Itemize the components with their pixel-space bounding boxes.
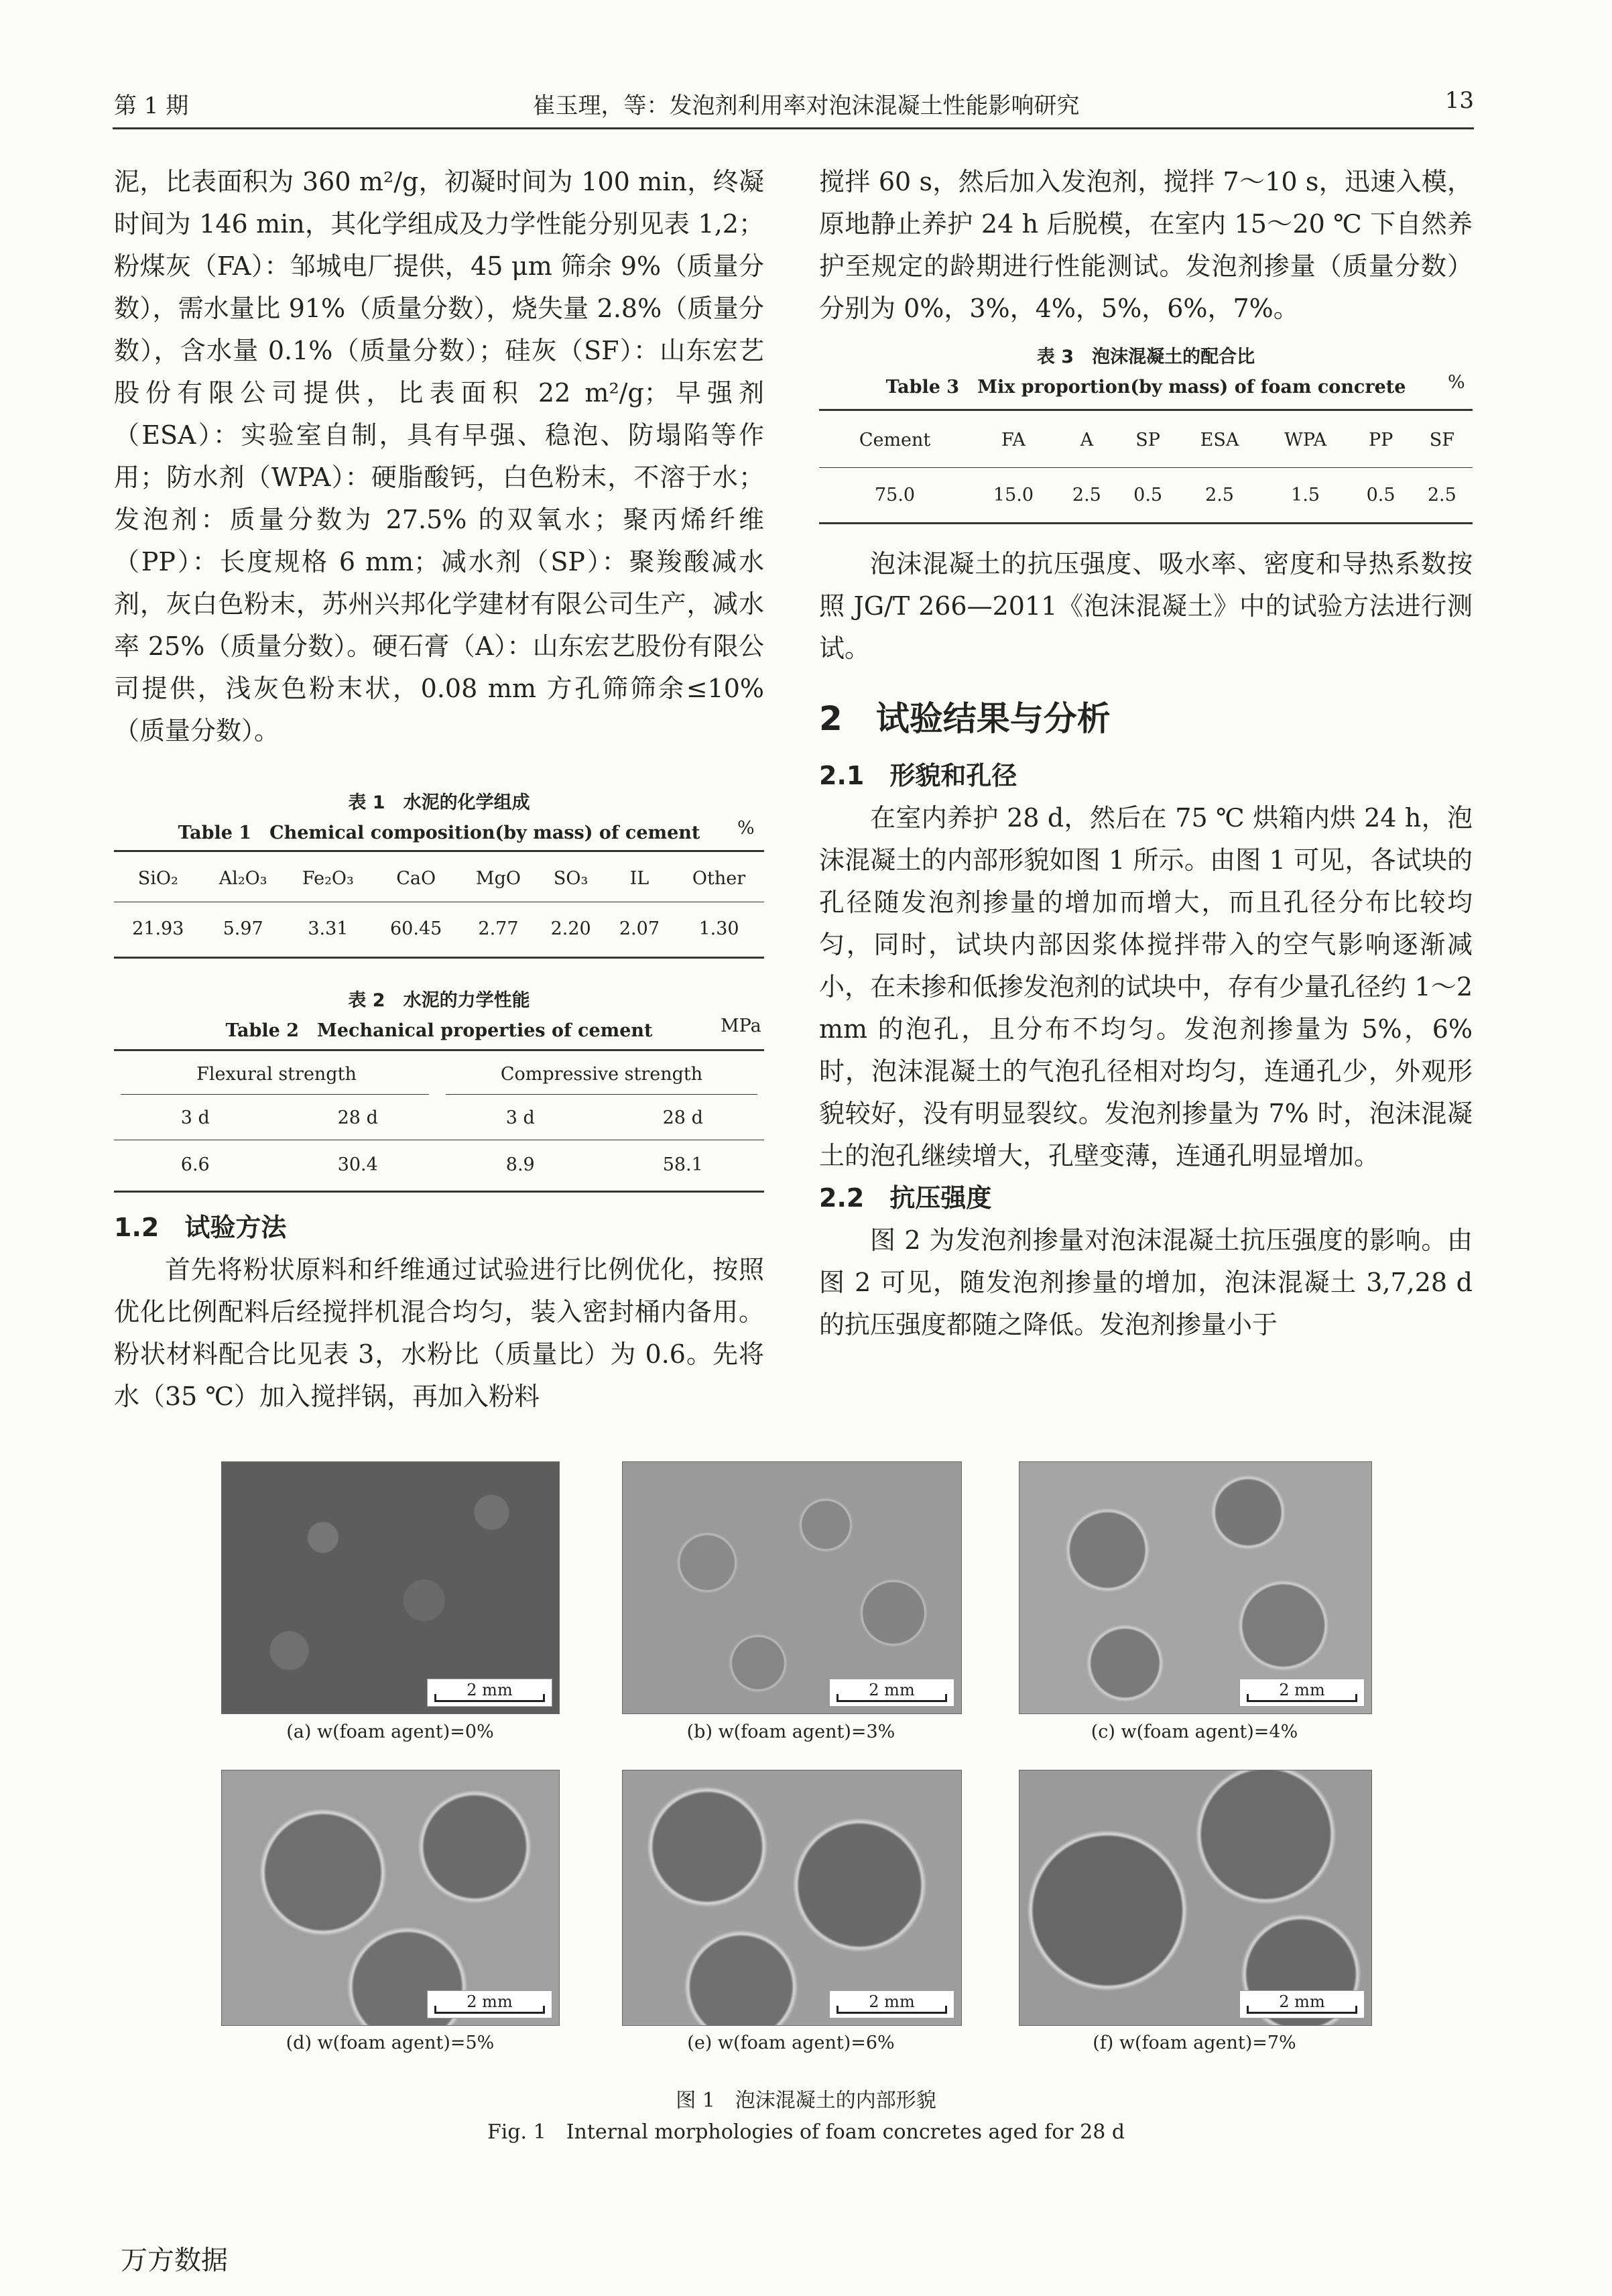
figure1-panel-c-caption: (c) w(foam agent)=4%: [1091, 1721, 1298, 1742]
scale-bar: [829, 1990, 954, 2018]
figure1-panel-c: [1019, 1461, 1372, 1714]
table3-caption-cn: 表 3 泡沫混凝土的配合比: [1036, 347, 1255, 367]
table3-header: SP: [1135, 429, 1160, 450]
table1-header: Fe₂O₃: [302, 867, 354, 889]
table2-cell: 58.1: [662, 1154, 703, 1175]
section-2-heading: 2 试验结果与分析: [819, 699, 1111, 738]
table2-group-compressive: Compressive strength: [500, 1064, 703, 1085]
table3-cell: 1.5: [1291, 484, 1320, 505]
table2-age-row: [114, 1096, 764, 1140]
header-rule: [113, 127, 1474, 129]
table3-header: WPA: [1284, 429, 1327, 450]
table1-caption-en: Table 1 Chemical composition(by mass) of cement: [178, 823, 700, 843]
figure1-panel-d: [221, 1770, 560, 2026]
scale-bar: [427, 1679, 552, 1707]
table3-cell: 75.0: [874, 484, 916, 505]
table2-cell: 8.9: [505, 1154, 535, 1175]
scale-bar-label: 2 mm: [467, 1681, 513, 1699]
table2-bottom-rule: [114, 1191, 764, 1193]
table2-caption-cn: 表 2 水泥的力学性能: [348, 990, 530, 1011]
table1-cell: 2.07: [619, 918, 660, 939]
table3-unit: %: [1448, 372, 1465, 393]
table1-cell: 5.97: [223, 918, 263, 939]
scale-bar: [427, 1990, 552, 2018]
table1-top-rule: [114, 850, 764, 852]
scale-bar-label: 2 mm: [1279, 1681, 1325, 1699]
figure1-panel-a: [221, 1461, 560, 1714]
table3-cell: 2.5: [1205, 484, 1234, 505]
section-2-2-heading: 2.2 抗压强度: [819, 1183, 992, 1213]
method-paragraph: 首先将粉状原料和纤维通过试验进行比例优化，按照优化比例配料后经搅拌机混合均匀，装入密封桶内备用。粉状材料配合比见表 3，水粉比（质量比）为 0.6。先将水（35 ℃）加入搅拌锅，再加入粉料: [114, 1255, 764, 1411]
table2-age: 3 d: [505, 1107, 535, 1128]
table1-cell: 60.45: [390, 918, 442, 939]
table2-group-underline-1: [121, 1094, 429, 1095]
right-column-bottom: [819, 543, 1473, 1346]
table3-cell: 2.5: [1427, 484, 1456, 505]
table2-value-row: [114, 1140, 764, 1190]
table2: [114, 1052, 764, 1190]
procedure-paragraph: 搅拌 60 s，然后加入发泡剂，搅拌 7～10 s，迅速入模，原地静止养护 24 h 后脱模，在室内 15～20 ℃ 下自然养护至规定的龄期进行性能测试。发泡剂掺量（质量分数）分别为 0%，3%，4%，5%，6%，7%。: [819, 167, 1473, 323]
scale-bar-label: 2 mm: [869, 1992, 915, 2011]
table3-cell: 15.0: [993, 484, 1034, 505]
table2-age: 3 d: [180, 1107, 210, 1128]
table3-header: SF: [1429, 429, 1454, 450]
table2-age: 28 d: [662, 1107, 703, 1128]
scale-bar: [1239, 1679, 1365, 1707]
table1-cell: 1.30: [698, 918, 739, 939]
left-column-bottom: [114, 1207, 764, 1418]
figure1-caption-en: Fig. 1 Internal morphologies of foam concretes aged for 28 d: [487, 2120, 1125, 2144]
figure1-panel-f: [1019, 1770, 1372, 2026]
table2-group-row: [114, 1052, 764, 1096]
table3-header: Cement: [859, 429, 931, 450]
table3-header: FA: [1001, 429, 1026, 450]
figure1-panel-e: [622, 1770, 962, 2026]
table2-age: 28 d: [337, 1107, 378, 1128]
table2-caption-en: Table 2 Mechanical properties of cement: [225, 1020, 653, 1041]
figure1-panel-a-caption: (a) w(foam agent)=0%: [286, 1721, 494, 1742]
section-2-1-heading: 2.1 形貌和孔径: [819, 761, 1017, 790]
table1-caption-cn: 表 1 水泥的化学组成: [348, 792, 530, 813]
scale-bar: [1239, 1990, 1365, 2018]
section-1-2-heading: 1.2 试验方法: [114, 1213, 287, 1242]
table1-header: SiO₂: [137, 867, 178, 889]
table3-bottom-rule: [819, 522, 1473, 524]
wanfang-watermark: 万方数据: [121, 2245, 228, 2276]
page-number: 13: [1444, 87, 1474, 114]
running-title: 崔玉理，等：发泡剂利用率对泡沫混凝土性能影响研究: [532, 93, 1080, 119]
table3-header: A: [1080, 429, 1094, 450]
table3-caption-en: Table 3 Mix proportion(by mass) of foam concrete: [885, 377, 1406, 398]
scale-bar-label: 2 mm: [869, 1681, 915, 1699]
left-column-top: [114, 161, 764, 752]
materials-paragraph: 泥，比表面积为 360 m²/g，初凝时间为 100 min，终凝时间为 146 min，其化学组成及力学性能分别见表 1,2；粉煤灰（FA）：邹城电厂提供，45 μm 筛余 9%（质量分数），需水量比 91%（质量分数），烧失量 2.8%（质量分数），含水量 0.1%（质量分数）；硅灰（SF）：山东宏艺股份有限公司提供，比表面积 22 m²/g；早强剂（ESA）：实验室自制，具有早强、稳泡、防塌陷等作用；防水剂（WPA）：硬脂酸钙，白色粉末，不溶于水；发泡剂：质量分数为 27.5% 的双氧水；聚丙烯纤维（PP）：长度规格 6 mm；减水剂（SP）：聚羧酸减水剂，灰白色粉末，苏州兴邦化学建材有限公司生产，减水率 25%（质量分数）。硬石膏（A）：山东宏艺股份有限公司提供，浅灰色粉末状，0.08 mm 方孔筛筛余≤10%（质量分数）。: [114, 167, 764, 745]
figure1-panel-b-caption: (b) w(foam agent)=3%: [686, 1721, 895, 1742]
table1-header: IL: [629, 867, 649, 889]
table3-header-row: [819, 412, 1473, 467]
figure1-panel-d-caption: (d) w(foam agent)=5%: [286, 2033, 495, 2053]
table2-unit: MPa: [721, 1016, 761, 1036]
table3-top-rule: [819, 409, 1473, 411]
table1-header-row: [114, 855, 764, 902]
table1-header: Other: [692, 867, 746, 889]
right-column-top: [819, 161, 1473, 330]
table2-top-rule: [114, 1049, 764, 1051]
table3-value-row: [819, 467, 1473, 522]
table1-cell: 2.77: [478, 918, 519, 939]
table1: [114, 855, 764, 955]
table1-unit: %: [737, 818, 755, 839]
table3-header: PP: [1368, 429, 1393, 450]
table3-header: ESA: [1200, 429, 1239, 450]
table3-cell: 0.5: [1366, 484, 1396, 505]
table1-header: SO₃: [553, 867, 588, 889]
table2-cell: 30.4: [337, 1154, 378, 1175]
figure1-panel-b: [622, 1461, 962, 1714]
table1-value-row: [114, 902, 764, 955]
figure1-panel-f-caption: (f) w(foam agent)=7%: [1093, 2033, 1296, 2053]
table1-cell: 2.20: [550, 918, 591, 939]
table1-header: CaO: [396, 867, 436, 889]
journal-issue: 第 1 期: [114, 93, 189, 119]
table1-cell: 3.31: [308, 918, 349, 939]
scale-bar-label: 2 mm: [467, 1992, 513, 2011]
table2-group-underline-2: [446, 1094, 757, 1095]
table1-header: MgO: [475, 867, 521, 889]
table2-group-flexural: Flexural strength: [196, 1064, 357, 1085]
table1-header: Al₂O₃: [219, 867, 267, 889]
figure1-caption-cn: 图 1 泡沫混凝土的内部形貌: [676, 2089, 936, 2112]
table3-cell: 2.5: [1072, 484, 1101, 505]
table1-cell: 21.93: [132, 918, 184, 939]
table3-cell: 0.5: [1133, 484, 1163, 505]
strength-paragraph: 图 2 为发泡剂掺量对泡沫混凝土抗压强度的影响。由图 2 可见，随发泡剂掺量的增加，泡沫混凝土 3,7,28 d 的抗压强度都随之降低。发泡剂掺量小于: [819, 1225, 1473, 1339]
scale-bar: [829, 1679, 954, 1707]
morphology-paragraph: 在室内养护 28 d，然后在 75 ℃ 烘箱内烘 24 h，泡沫混凝土的内部形貌如图 1 所示。由图 1 可见，各试块的孔径随发泡剂掺量的增加而增大，而且孔径分布比较均匀，同时，试块内部因浆体搅拌带入的空气影响逐渐减小，在未掺和低掺发泡剂的试块中，存有少量孔径约 1～2 mm 的泡孔，且分布不均匀。发泡剂掺量为 5%，6% 时，泡沫混凝土的气泡孔径相对均匀，连通孔少，外观形貌较好，没有明显裂纹。发泡剂掺量为 7% 时，泡沫混凝土的泡孔继续增大，孔壁变薄，连通孔明显增加。: [819, 803, 1473, 1170]
test-method-paragraph: 泡沫混凝土的抗压强度、吸水率、密度和导热系数按照 JG/T 266—2011《泡沫混凝土》中的试验方法进行测试。: [819, 549, 1473, 663]
table1-bottom-rule: [114, 957, 764, 959]
table3-mid-rule: [819, 467, 1473, 468]
table2-cell: 6.6: [180, 1154, 210, 1175]
scale-bar-label: 2 mm: [1279, 1992, 1325, 2011]
figure1-panel-e-caption: (e) w(foam agent)=6%: [687, 2033, 895, 2053]
